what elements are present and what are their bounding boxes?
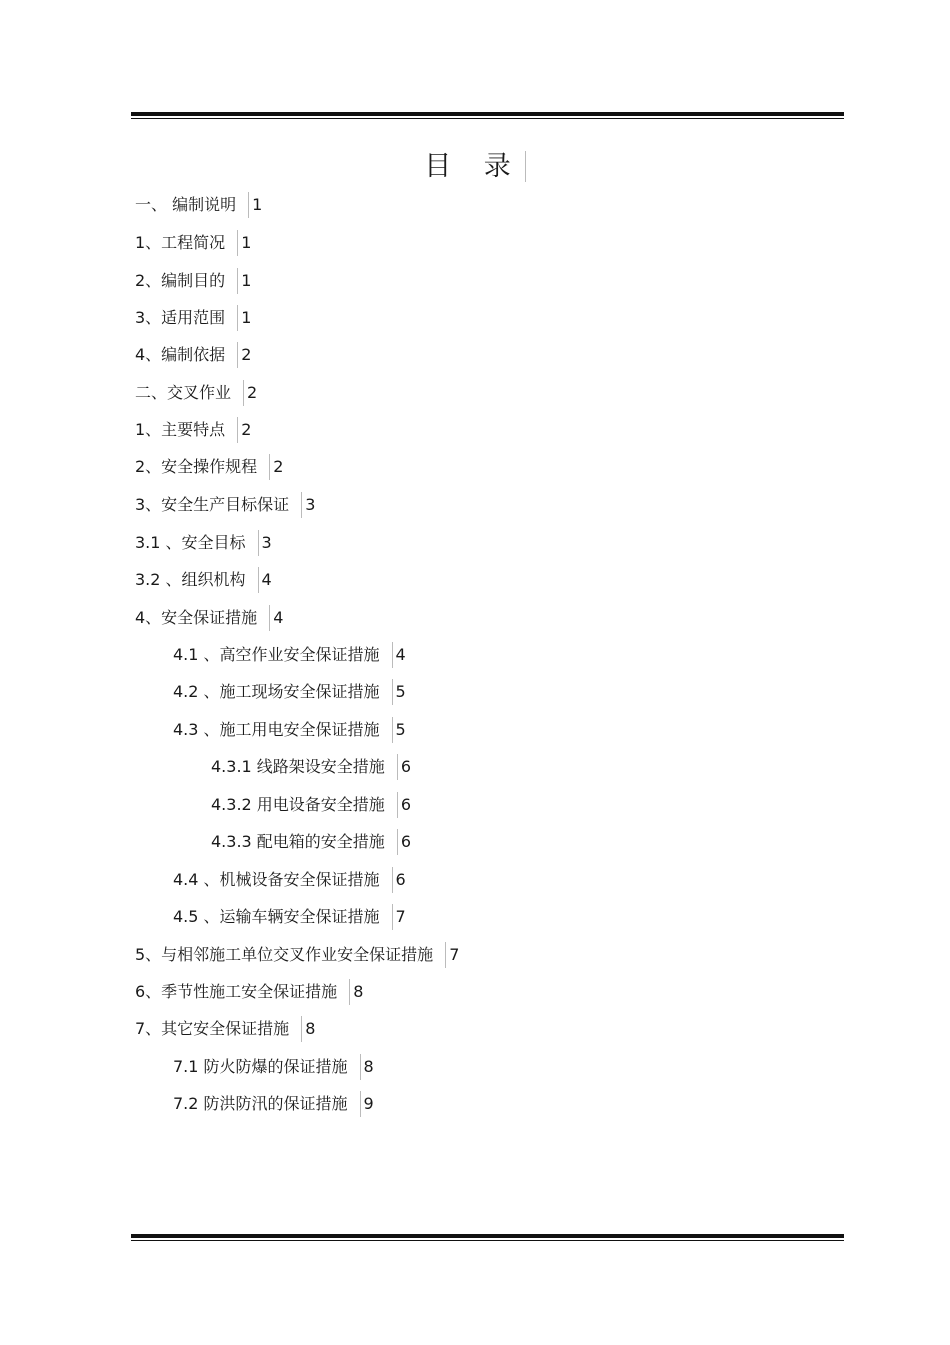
toc-entry[interactable]	[173, 904, 406, 930]
toc-entry[interactable]	[135, 268, 251, 294]
toc-entry[interactable]	[135, 380, 257, 406]
toc-entry-page: 7	[392, 904, 406, 930]
toc-entry-title: 4、编制依据	[135, 345, 226, 364]
toc-entry-title: 3、安全生产目标保证	[135, 495, 290, 514]
toc-entry[interactable]	[173, 679, 406, 705]
bottom-rule	[131, 1234, 844, 1241]
toc-entry[interactable]	[135, 1016, 315, 1042]
toc-entry-page: 6	[392, 867, 406, 893]
toc-entry[interactable]	[135, 417, 251, 443]
toc-entry-page: 1	[237, 305, 251, 331]
toc-entry-title: 4.5 、运输车辆安全保证措施	[173, 907, 380, 926]
top-rule	[131, 112, 844, 119]
toc-entry-page: 8	[301, 1016, 315, 1042]
toc-entry[interactable]	[135, 454, 283, 480]
page-title: 目 录	[0, 144, 950, 183]
toc-entry-title: 2、编制目的	[135, 271, 226, 290]
toc-entry-title: 6、季节性施工安全保证措施	[135, 982, 338, 1001]
toc-entry-title: 5、与相邻施工单位交叉作业安全保证措施	[135, 945, 434, 964]
toc-entry-page: 2	[243, 380, 257, 406]
toc-entry-title: 4.4 、机械设备安全保证措施	[173, 870, 380, 889]
toc-entry-title: 二、交叉作业	[135, 383, 232, 402]
toc-entry-title: 7.2 防洪防汛的保证措施	[173, 1094, 348, 1113]
toc-entry[interactable]	[135, 192, 262, 218]
toc-entry-page: 4	[392, 642, 406, 668]
toc-entry[interactable]	[211, 792, 411, 818]
toc-entry[interactable]	[211, 829, 411, 855]
toc-entry[interactable]	[173, 717, 406, 743]
toc-entry-page: 1	[237, 230, 251, 256]
toc-entry[interactable]	[173, 1091, 374, 1117]
toc-entry[interactable]	[135, 492, 315, 518]
toc-entry-page: 6	[397, 829, 411, 855]
toc-entry-page: 8	[349, 979, 363, 1005]
toc-entry-title: 4.3.3 配电箱的安全措施	[211, 832, 385, 851]
toc-entry[interactable]	[135, 567, 272, 593]
toc-entry-page: 6	[397, 792, 411, 818]
toc-entry-page: 7	[445, 942, 459, 968]
toc-entry-title: 1、工程简况	[135, 233, 226, 252]
toc-entry-page: 4	[258, 567, 272, 593]
toc-entry[interactable]	[211, 754, 411, 780]
toc-entry-page: 5	[392, 717, 406, 743]
toc-entry-title: 7、其它安全保证措施	[135, 1019, 290, 1038]
toc-entry-page: 1	[248, 192, 262, 218]
toc-entry-page: 3	[301, 492, 315, 518]
toc-entry[interactable]	[135, 942, 459, 968]
toc-entry[interactable]	[135, 305, 251, 331]
toc-entry-title: 3.2 、组织机构	[135, 570, 246, 589]
toc-entry[interactable]	[173, 1054, 374, 1080]
toc-entry-title: 4、安全保证措施	[135, 608, 258, 627]
toc-entry-page: 2	[237, 417, 251, 443]
toc-entry-page: 5	[392, 679, 406, 705]
toc-entry-page: 2	[237, 342, 251, 368]
toc-entry[interactable]	[135, 342, 251, 368]
toc-entry-title: 2、安全操作规程	[135, 457, 258, 476]
toc-entry-title: 4.3.1 线路架设安全措施	[211, 757, 385, 776]
toc-entry-page: 1	[237, 268, 251, 294]
toc-entry[interactable]	[135, 530, 272, 556]
toc-entry-page: 2	[269, 454, 283, 480]
toc-entry[interactable]	[173, 867, 406, 893]
toc-entry-title: 7.1 防火防爆的保证措施	[173, 1057, 348, 1076]
toc-entry-page: 6	[397, 754, 411, 780]
toc-entry-page: 9	[360, 1091, 374, 1117]
toc-entry-title: 一、 编制说明	[135, 195, 237, 214]
toc-entry-page: 4	[269, 605, 283, 631]
toc-entry-title: 1、主要特点	[135, 420, 226, 439]
toc-entry-title: 4.3 、施工用电安全保证措施	[173, 720, 380, 739]
toc-entry-title: 4.3.2 用电设备安全措施	[211, 795, 385, 814]
toc-entry-title: 4.1 、高空作业安全保证措施	[173, 645, 380, 664]
toc-entry[interactable]	[173, 642, 406, 668]
toc-entry-title: 4.2 、施工现场安全保证措施	[173, 682, 380, 701]
toc-entry[interactable]	[135, 605, 283, 631]
toc-entry-title: 3.1 、安全目标	[135, 533, 246, 552]
toc-entry[interactable]	[135, 979, 363, 1005]
toc-entry-title: 3、适用范围	[135, 308, 226, 327]
toc-entry[interactable]	[135, 230, 251, 256]
toc-entry-page: 3	[258, 530, 272, 556]
toc-entry-page: 8	[360, 1054, 374, 1080]
